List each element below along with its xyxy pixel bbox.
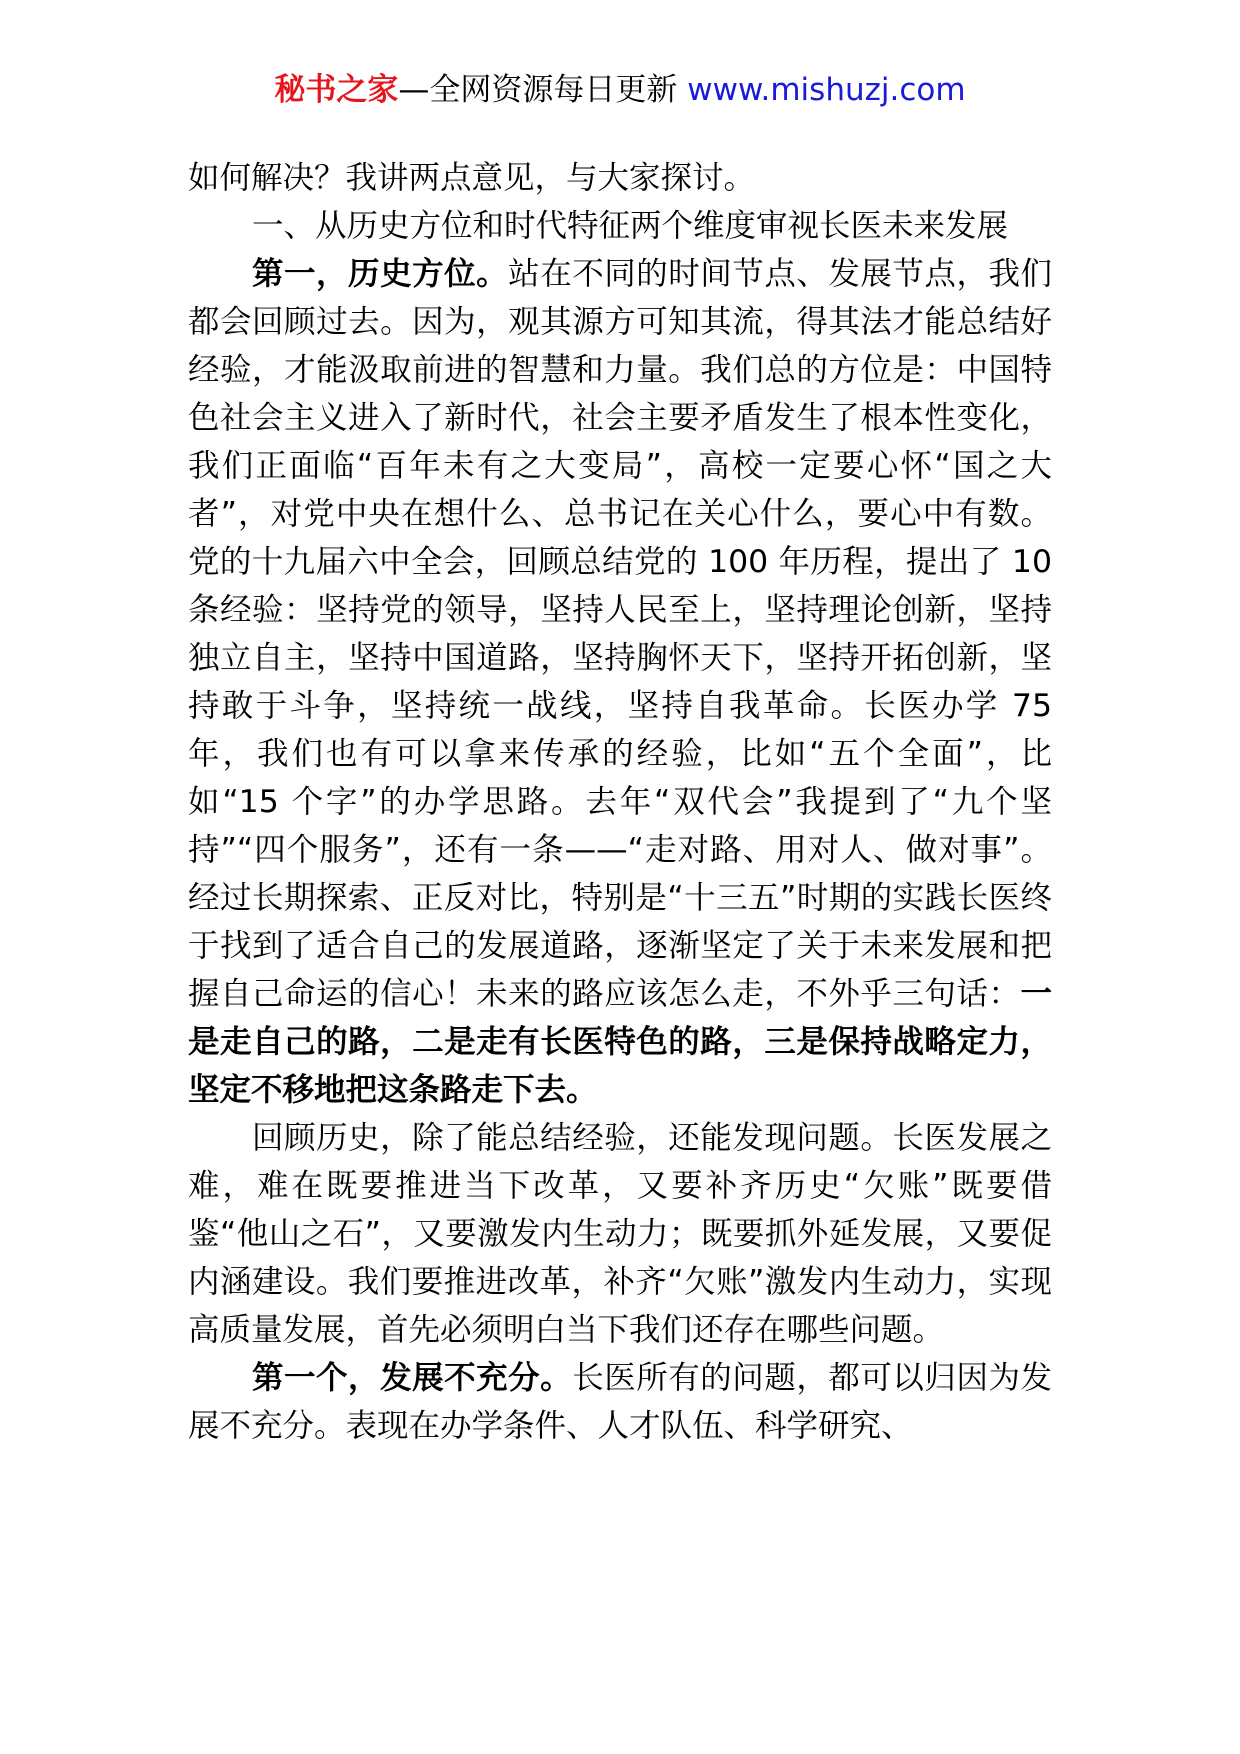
site-brand: 秘书之家 xyxy=(274,72,399,108)
site-url-link[interactable]: www.mishuzj.com xyxy=(687,72,966,108)
paragraph-conclusion-bold: 一是走自己的路，二是走有长医特色的路，三是保持战略定力，坚定不移地把这条路走下去。 xyxy=(188,976,1052,1108)
paragraph-intro: 如何解决？我讲两点意见，与大家探讨。 xyxy=(188,160,756,196)
section-heading: 一、从历史方位和时代特征两个维度审视长医未来发展 xyxy=(252,208,1009,244)
paragraph-lead-bold: 第一，历史方位。 xyxy=(252,256,509,292)
site-header xyxy=(0,68,1240,112)
paragraph-text: 站在不同的时间节点、发展节点，我们都会回顾过去。因为，观其源方可知其流，得其法才能总结好经验，才能汲取前进的智慧和力量。我们总的方位是：中国特色社会主义进入了新时代，社会主要矛盾发生了根本性变化，我们正面临“百年未有之大变局”，高校一定要心怀“国之大者”，对党中央在想什么、总书记在关心什么，要心中有数。党的十九届六中全会，回顾总结党的 100 年历程，提出了 10 条经验：坚持党的领导，坚持人民至上，坚持理论创新，坚持独立自主，坚持中国道路，坚持胸怀天下，坚持开拓创新，坚持敢于斗争，坚持统一战线，坚持自我革命。长医办学 75 年，我们也有可以拿来传承的经验，比如“五个全面”，比如“15 个字”的办学思路。去年“双代会”我提到了“九个坚持”“四个服务”，还有一条——“走对路、用对人、做对事”。经过长期探索、正反对比，特别是“十三五”时期的实践长医终于找到了适合自己的发展道路，逐渐坚定了关于未来发展和把握自己命运的信心！未来的路应该怎么走，不外乎三句话： xyxy=(188,256,1052,1012)
paragraph-text: 长医所有的问题，都可以归因为发展不充分。表现在办学条件、人才队伍、科学研究、 xyxy=(188,1360,1052,1444)
paragraph-insufficient-development xyxy=(188,1354,1052,1450)
paragraph-lead-bold: 第一个，发展不充分。 xyxy=(252,1360,573,1396)
document-body xyxy=(188,154,1052,1450)
paragraph-review-history: 回顾历史，除了能总结经验，还能发现问题。长医发展之难，难在既要推进当下改革，又要补齐历史“欠账”既要借鉴“他山之石”，又要激发内生动力；既要抓外延发展，又要促内涵建设。我们要推进改革，补齐“欠账”激发内生动力，实现高质量发展，首先必须明白当下我们还存在哪些问题。 xyxy=(188,1120,1052,1348)
paragraph-historical-position xyxy=(188,250,1052,1114)
site-tagline: —全网资源每日更新 xyxy=(398,72,688,108)
